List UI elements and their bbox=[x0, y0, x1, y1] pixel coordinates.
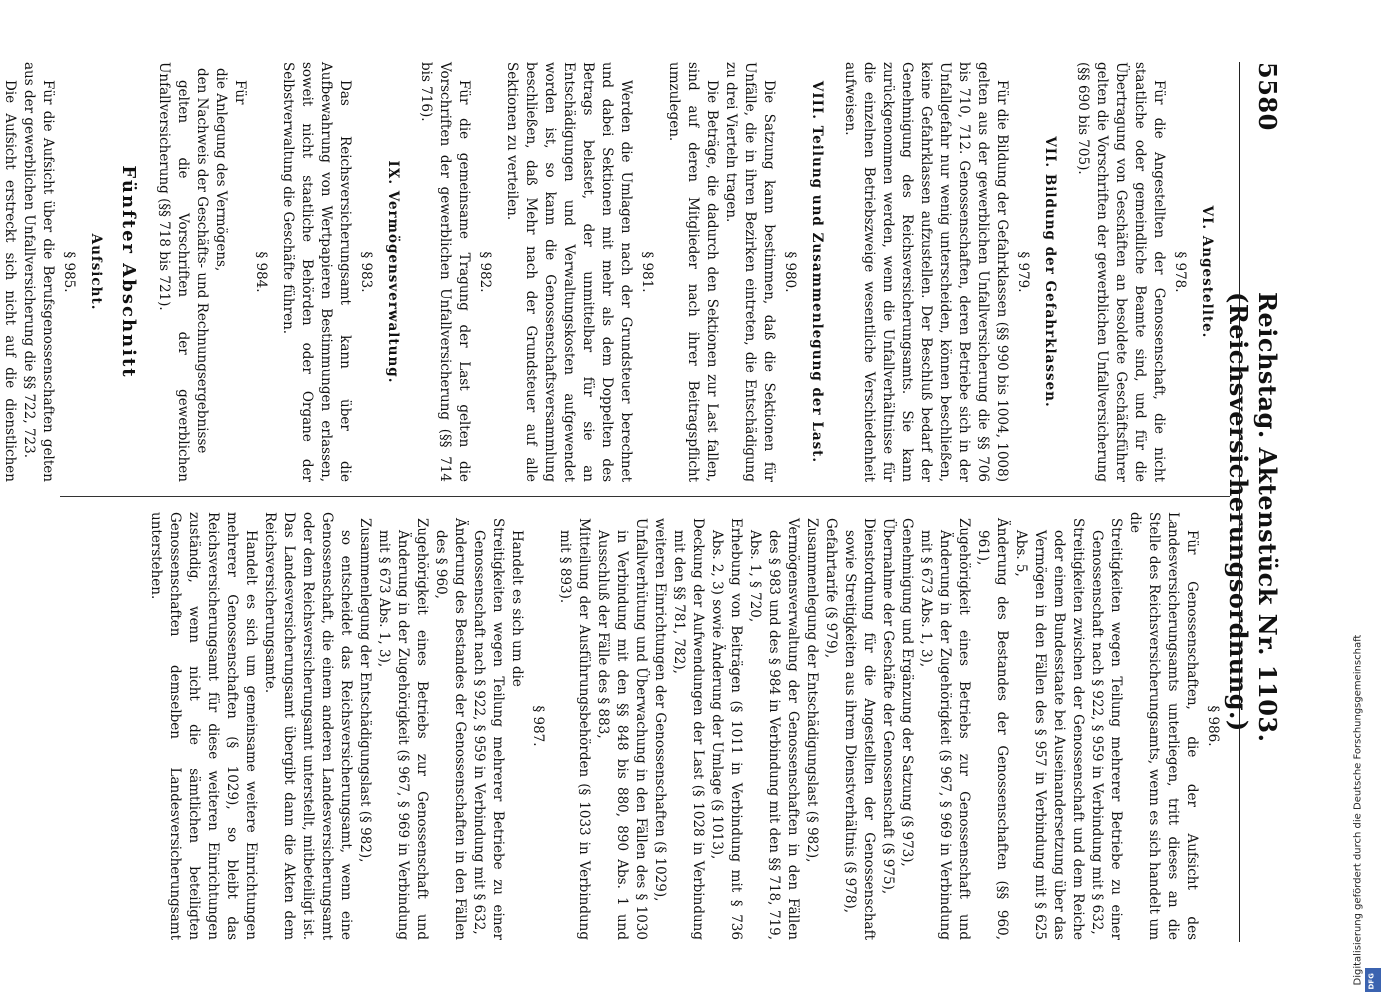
list-item: Dienstordnung für die Angestellten der Genossenschaft sowie Streitigkeiten aus ihrem Dienstverhältnis (§ 978), bbox=[842, 518, 877, 940]
list-item: Zugehörigkeit eines Betriebs zur Genossenschaft und Änderung in der Zugehörigkeit (§ 967, § 969 in Verbindung mit § 673 Abs. 1, 3), bbox=[918, 518, 972, 940]
body-paragraph: Für die Bildung der Gefahrklassen (§§ 990 bis 1004, 1008) gelten aus der gewerblichen Unfallversicherung die §§ 706 bis 710, 712. Genossenschaften, deren Betriebe sich in der Unfallgefahr nur wenig unterscheiden, können beschließen, keine Gefahrklassen aufzustellen. Der Beschluß bedarf der Genehmigung des Reichsversicherungsamts. Sie kann zurückgenommen werden, wenn die Unfallverhältnisse für die einzelnen Betriebszweige wesentliche Verschiedenheit aufweisen. bbox=[842, 62, 1010, 482]
list-item: Erhebung von Beiträgen (§ 1011 in Verbindung mit § 736 Abs. 2, 3) sowie Änderung der Umlage (§ 1013), bbox=[709, 518, 744, 940]
column-divider bbox=[60, 496, 1230, 497]
list-item: Änderung des Bestandes der Genossenschaften (§§ 960, 961), bbox=[975, 518, 1010, 940]
paragraph-number: § 981. bbox=[639, 251, 655, 293]
paragraph-number: § 983. bbox=[358, 251, 374, 293]
list-item: Übernahme der Geschäfte der Genossenschaft (§ 975), bbox=[880, 518, 896, 895]
body-paragraph: Für Genossenschaften, die der Aufsicht des Landesversicherungsamts unterliegen, tritt dieses an die Stelle des Reichsversicherungsamts, wenn es sich handelt um die bbox=[1127, 512, 1200, 940]
body-paragraph: Handelt es sich um gemeinsame weitere Einrichtungen mehrerer Genossenschaften (§ 1029), so bleibt das Reichsversicherungsamt für diese weiteren Einrichtungen zuständig, wenn nicht die sämtlichen beteiligten Genossenschaften demselben Landesversicherungsamt unterstehen. bbox=[148, 512, 259, 940]
body-paragraph: Die Satzung kann bestimmen, daß die Sektionen für Unfälle, die in ihren Bezirken eintreten, die Entschädigung zu drei Vierteln tragen. bbox=[723, 62, 777, 482]
paragraph-number: § 979. bbox=[1015, 251, 1031, 293]
list-item: Unfallverhütung und Überwachung in den Fällen des § 1030 in Verbindung mit den §§ 848 bis 880, 890 Abs. 1 und Ausschluß der Fälle des § 883, bbox=[595, 518, 649, 940]
page-number: 5580 bbox=[1253, 62, 1282, 131]
paragraph-number: § 987. bbox=[530, 705, 546, 747]
logo-text: DFG bbox=[1367, 973, 1376, 990]
list-item: Gefahrtarife (§ 979), bbox=[823, 518, 839, 659]
list-item: weiteren Einrichtungen der Genossenschaften (§ 1029), bbox=[652, 518, 668, 902]
body-paragraph: Handelt es sich um die bbox=[509, 530, 525, 687]
paragraph-number: § 980. bbox=[782, 251, 798, 293]
body-paragraph: Die Aufsicht erstreckt sich nicht auf die dienstlichen bbox=[2, 80, 18, 482]
list-item: Streitigkeiten wegen Teilung mehrerer Betriebe zu einer Genossenschaft nach § 922, § 959 in Verbindung mit § 632, bbox=[1089, 518, 1124, 940]
list-item: Streitigkeiten zwischen der Genossenschaft und dem Reiche oder einem Bundesstaate bei Auseinandersetzung über das Vermögen in den Fällen des § 957 in Verbindung mit § 625 Abs. 5, bbox=[1013, 518, 1086, 940]
list-item: Genehmigung und Ergänzung der Satzung (§ 973), bbox=[899, 518, 915, 867]
list-item: Zusammenlegung der Entschädigungslast (§ 982), bbox=[804, 518, 820, 863]
right-column bbox=[146, 512, 1230, 940]
list-item: Zusammenlegung der Entschädigungslast (§ 982), bbox=[357, 518, 373, 863]
section-heading: VI. Angestellte. bbox=[1199, 205, 1215, 339]
section-heading: VIII. Teilung und Zusammenlegung der Last. bbox=[809, 80, 825, 464]
body-paragraph: so entscheidet das Reichsversicherungsamt, wenn eine Genossenschaft, die einem anderen Landesversicherungsamt oder dem Reichsversicherungsamt unterstellt, mitbeteiligt ist. Das Landesversicherungsamt übergibt dann die Akten dem Reichsversicherungsamte. bbox=[262, 512, 354, 940]
body-paragraph: Werden die Umlagen nach der Grundsteuer berechnet und dabei Sektionen mit mehr als dem Doppelten des Betrags belastet, der unmittelbar für sie an Entschädigungen und Verwaltungskosten aufgewendet worden ist, so kann die Genossenschaftsversammlung beschließen, daß Mehr nach der Grundsteuer auf alle Sektionen zu verteilen. bbox=[504, 62, 634, 482]
funding-note: Digitalisierung gefördert durch die Deutsche Forschungsgemeinschaft bbox=[1352, 634, 1364, 986]
page-header bbox=[1224, 62, 1282, 942]
page-title: Reichstag. Aktenstück Nr. 1103. (Reichsversicherungsordnung.) bbox=[1224, 292, 1282, 743]
body-paragraph: Für bbox=[232, 80, 248, 105]
dfg-logo bbox=[1365, 968, 1381, 992]
section-heading: IX. Vermögensverwaltung. bbox=[385, 160, 401, 384]
header-rule bbox=[1239, 62, 1240, 942]
list-item: den Nachweis der Geschäfts- und Rechnungsergebnisse bbox=[194, 68, 210, 454]
list-item: Zugehörigkeit eines Betriebs zur Genossenschaft und Änderung in der Zugehörigkeit (§ 967, § 969 in Verbindung mit § 673 Abs. 1, 3), bbox=[376, 518, 430, 940]
chapter-heading: Fünfter Abschnitt bbox=[118, 165, 139, 379]
paragraph-number: § 982. bbox=[477, 251, 493, 293]
section-heading: VII. Bildung der Gefahrklassen. bbox=[1042, 136, 1058, 408]
list-item: Mitteilung der Ausführungsbehörden (§ 1033 in Verbindung mit § 893). bbox=[557, 518, 592, 940]
left-column bbox=[0, 62, 1230, 482]
body-paragraph: Für die Angestellten der Genossenschaft, die nicht staatliche oder gemeindliche Beamte sind, und für die Übertragung von Geschäften an besoldete Geschäftsführer gelten die Vorschriften der gewerblichen Unfallversicherung (§§ 690 bis 705). bbox=[1075, 62, 1167, 482]
list-item: Vermögensverwaltung der Genossenschaften in den Fällen des § 983 und des § 984 in Verbindung mit den §§ 718, 719, Abs. 1, § 720, bbox=[747, 518, 801, 940]
list-item: die Anlegung des Vermögens, bbox=[213, 68, 229, 272]
paragraph-number: § 986. bbox=[1205, 705, 1221, 747]
body-paragraph: Das Reichsversicherungsamt kann über die Aufbewahrung von Wertpapieren Bestimmungen erlassen, soweit nicht staatliche Behörden oder Organe der Selbstverwaltung die Geschäfte führen. bbox=[280, 62, 353, 482]
body-paragraph: Für die Aufsicht über die Berufsgenossenschaften gelten aus der gewerblichen Unfallversicherung die §§ 722, 723. bbox=[21, 62, 56, 482]
paragraph-number: § 978. bbox=[1172, 251, 1188, 293]
list-item: Streitigkeiten wegen Teilung mehrerer Betriebe zu einer Genossenschaft nach § 922, § 959 in Verbindung mit § 632, bbox=[471, 518, 506, 940]
list-item: Deckung der Aufwendungen der Last (§ 1028 in Verbindung mit den §§ 781, 782), bbox=[671, 518, 706, 940]
margin-note bbox=[1338, 560, 1364, 1000]
section-heading: Aufsicht. bbox=[88, 233, 104, 311]
body-paragraph: gelten die Vorschriften der gewerblichen Unfallversicherung (§§ 718 bis 721). bbox=[156, 62, 191, 482]
paragraph-number: § 984. bbox=[253, 251, 269, 293]
list-item: Änderung des Bestandes der Genossenschaften in den Fällen des § 960, bbox=[433, 518, 468, 940]
paragraph-number: § 985. bbox=[61, 251, 77, 293]
body-paragraph: Die Beträge, die dadurch den Sektionen zur Last fallen, sind auf deren Mitglieder nach ihrer Beitragspflicht umzulegen. bbox=[666, 62, 720, 482]
body-paragraph: Für die gemeinsame Tragung der Last gelten die Vorschriften der gewerblichen Unfallversicherung (§§ 714 bis 716). bbox=[418, 62, 472, 482]
